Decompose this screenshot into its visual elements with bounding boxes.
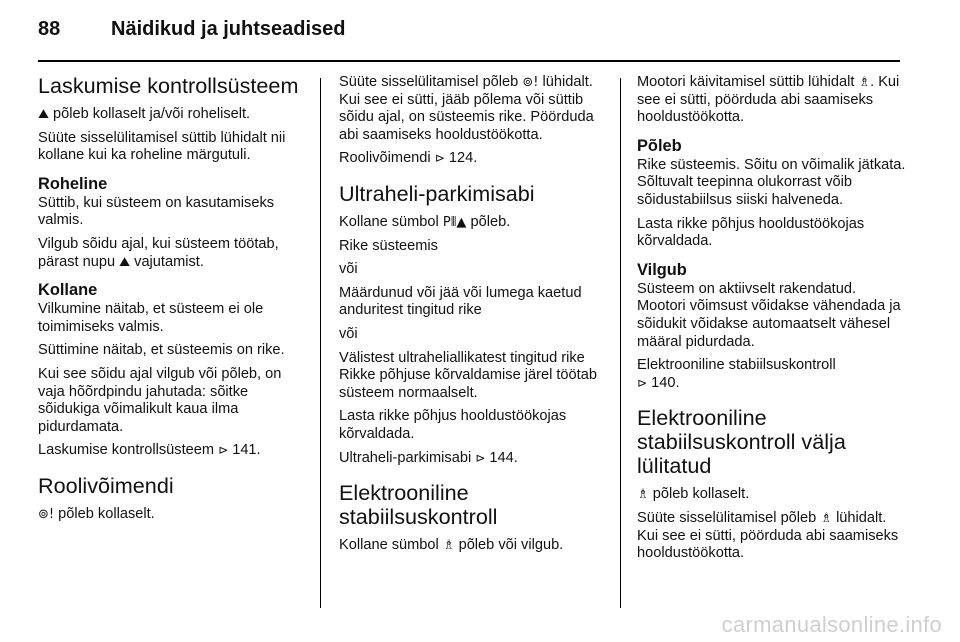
paragraph: Süttimine näitab, et süsteemis on rike. — [38, 342, 285, 359]
heading-parking-assist: Ultraheli-parkimisabi — [339, 180, 535, 206]
esc-off-icon: ♗ — [820, 510, 832, 526]
heading-power-steering: Roolivõimendi — [38, 472, 174, 498]
paragraph: Vilgub sõidu ajal, kui süsteem töötab, pärast nupu ⛰ vajutamist. — [38, 235, 279, 270]
page-reference-icon: ⊳ — [434, 151, 445, 166]
column-divider-2 — [620, 78, 621, 608]
parking-assist-icon: P⦀▲ — [442, 214, 467, 230]
paragraph: Lasta rikke põhjus hooldustöökojas kõrvaldada. — [637, 215, 865, 250]
heading-lit: Põleb — [637, 136, 682, 155]
paragraph: Süsteem on aktiivselt rakendatud. Mootori võimsust võidakse vähendada ja sõidukit võidakse automaatselt vähesel määral pidurdada. — [637, 280, 901, 350]
paragraph: Mootori käivitamisel süttib lühidalt ♗. Kui see ei sütti, pöörduda abi saamiseks hooldustöökotta. — [637, 74, 900, 126]
paragraph: Ultraheli-parkimisabi ⊳ 144. — [339, 449, 518, 466]
esc-off-icon: ♗ — [637, 487, 649, 503]
paragraph: Lasta rikke põhjus hooldustöökojas kõrvaldada. — [339, 408, 567, 442]
column-divider-1 — [320, 78, 321, 608]
paragraph: Vilkumine näitab, et süsteem ei ole toimimiseks valmis. — [38, 301, 264, 335]
paragraph: Rike süsteemis. Sõitu on võimalik jätkata. Sõltuvalt teepinna olukorrast võib sõidustabiilsus siiski halveneda. — [637, 156, 906, 208]
esc-icon: ♗ — [442, 538, 455, 554]
page-reference: 141. — [232, 442, 261, 459]
paragraph: Kollane sümbol P⦀▲ põleb. — [339, 213, 511, 230]
paragraph: Laskumise kontrollsüsteem ⊳ 141. — [38, 442, 261, 459]
paragraph: Süttib, kui süsteem on kasutamiseks valmis. — [38, 194, 275, 229]
page-number: 88 — [38, 18, 61, 40]
column-2 — [339, 74, 607, 561]
page-reference: 140. — [651, 374, 680, 391]
paragraph: Süüte sisselülitamisel süttib lühidalt nii kollane kui ka roheline märgutuli. — [38, 129, 286, 164]
paragraph: Välistest ultraheliallikatest tingitud rike Rikke põhjuse kõrvaldamise järel töötab süsteem normaalselt. — [339, 349, 597, 401]
paragraph: Rike süsteemis — [339, 237, 438, 254]
heading-esc: Elektrooniline stabiilsuskontroll — [339, 480, 498, 530]
paragraph: Kui see sõidu ajal vilgub või põleb, on vaja hõõrdpindu jahutada: sõitke sõidukiga võimalikult kaua ilma pidurdamata. — [38, 365, 282, 435]
paragraph: Roolivõimendi ⊳ 124. — [339, 150, 478, 167]
header-rule — [38, 60, 900, 62]
hill-descent-icon: ⛰ — [119, 254, 131, 270]
column-1 — [38, 74, 306, 530]
heading-green: Roheline — [38, 174, 108, 193]
header-title: Näidikud ja juhtseadised — [111, 18, 346, 40]
paragraph: ⛰ põleb kollaselt ja/või roheliselt. — [38, 106, 251, 122]
page-reference-icon: ⊳ — [637, 375, 648, 390]
page-reference: 144. — [489, 449, 518, 466]
watermark: carmanualsonline.info — [721, 612, 942, 637]
column-3 — [637, 74, 907, 569]
paragraph: Kollane sümbol ♗ põleb või vilgub. — [339, 537, 564, 554]
esc-icon: ♗ — [858, 75, 871, 90]
paragraph: või — [339, 325, 358, 342]
power-steering-icon: ⊚! — [522, 75, 539, 90]
heading-esc-off: Elektrooniline stabiilsuskontroll välja lülitatud — [637, 405, 846, 479]
heading-hill-descent: Laskumise kontrollsüsteem — [38, 73, 299, 98]
heading-flashing: Vilgub — [637, 260, 687, 279]
paragraph: ♗ põleb kollaselt. — [637, 486, 750, 503]
page-reference-icon: ⊳ — [475, 450, 486, 465]
hill-descent-icon: ⛰ — [38, 107, 49, 122]
heading-yellow: Kollane — [38, 281, 98, 300]
paragraph: Süüte sisselülitamisel põleb ⊚! lühidalt. Kui see ei sütti, jääb põlema või süttib sõidu ajal, on süsteemis rike. Pöörduda abi saamiseks hooldustöökotta. — [339, 74, 594, 143]
paragraph: Elektrooniline stabiilsuskontroll ⊳ 140. — [637, 357, 836, 391]
power-steering-icon: ⊚! — [38, 506, 55, 522]
paragraph: või — [339, 261, 358, 278]
paragraph: Süüte sisselülitamisel põleb ♗ lühidalt. Kui see ei sütti, pöörduda abi saamiseks hooldustöökotta. — [637, 509, 899, 562]
page-reference: 124. — [448, 150, 478, 167]
paragraph: ⊚! põleb kollaselt. — [38, 505, 155, 522]
page-reference-icon: ⊳ — [218, 443, 229, 458]
paragraph: Määrdunud või jää või lumega kaetud anduritest tingitud rike — [339, 284, 582, 319]
